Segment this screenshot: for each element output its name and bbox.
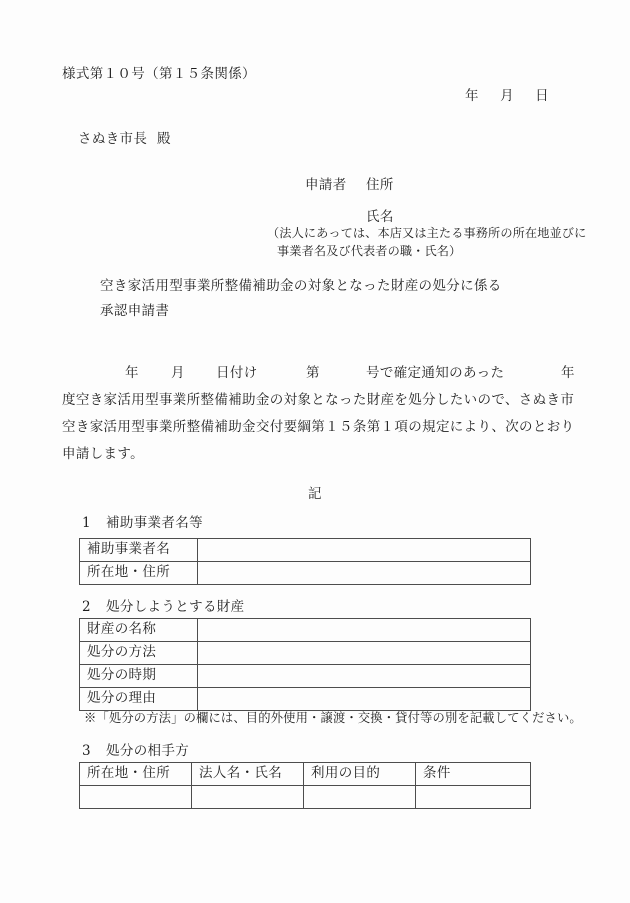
table-disposal-counterparty bbox=[79, 762, 531, 809]
body-notice-text: 号で確定通知のあった bbox=[366, 365, 505, 381]
table-row bbox=[80, 641, 530, 664]
table-row bbox=[80, 561, 530, 584]
table-row bbox=[80, 785, 530, 808]
section2-heading: 処分しようとする財産 bbox=[106, 599, 245, 615]
column-header-purpose: 利用の目的 bbox=[304, 763, 416, 785]
section2-number: 2 bbox=[82, 599, 91, 615]
body-blank-month: 月 bbox=[171, 365, 185, 381]
column-header-corporate-name: 法人名・氏名 bbox=[192, 763, 304, 785]
section1-heading: 補助事業者名等 bbox=[106, 515, 203, 531]
row-label-property-name: 財産の名称 bbox=[80, 619, 198, 641]
cell-location bbox=[80, 786, 192, 808]
row-value-disposal-method bbox=[198, 642, 530, 664]
applicant-label: 申請者 bbox=[305, 177, 347, 193]
table-row bbox=[80, 619, 530, 641]
row-value-disposal-reason bbox=[198, 688, 530, 710]
date-line bbox=[465, 88, 549, 106]
cell-conditions bbox=[416, 786, 530, 808]
body-line3: 空き家活用型事業所整備補助金交付要綱第１５条第１項の規定により、次のとおり bbox=[62, 419, 575, 435]
applicant-note-line2: 事業者名及び代表者の職・氏名） bbox=[277, 244, 462, 258]
date-month-label: 月 bbox=[500, 88, 514, 104]
column-header-conditions: 条件 bbox=[423, 765, 451, 782]
table-row bbox=[80, 664, 530, 687]
applicant-note-line1: （法人にあっては、本店又は主たる事務所の所在地並びに bbox=[267, 226, 587, 240]
date-year-label: 年 bbox=[465, 88, 479, 104]
document-title-line1: 空き家活用型事業所整備補助金の対象となった財産の処分に係る bbox=[100, 278, 502, 294]
table-subsidized-business bbox=[79, 538, 531, 585]
row-label-location-address: 所在地・住所 bbox=[80, 562, 198, 584]
row-value-location-address bbox=[198, 562, 530, 584]
column-header-location: 所在地・住所 bbox=[80, 763, 192, 785]
body-line4: 申請します。 bbox=[62, 446, 145, 462]
row-value-business-name bbox=[198, 539, 530, 561]
body-dated-label: 日付け bbox=[216, 365, 258, 381]
row-label-disposal-time: 処分の時期 bbox=[80, 665, 198, 687]
row-value-property-name bbox=[198, 619, 530, 641]
table-header-row bbox=[80, 763, 530, 785]
body-fiscal-year: 年 bbox=[561, 365, 575, 381]
body-line2: 度空き家活用型事業所整備補助金の対象となった財産を処分したいので、さぬき市 bbox=[62, 392, 575, 408]
section1-number: 1 bbox=[82, 515, 91, 531]
section3-heading: 処分の相手方 bbox=[106, 743, 190, 759]
row-value-disposal-time bbox=[198, 665, 530, 687]
record-marker: 記 bbox=[308, 486, 322, 502]
table-row bbox=[80, 687, 530, 710]
applicant-name-label: 氏名 bbox=[366, 209, 394, 225]
table-property-to-dispose bbox=[79, 618, 531, 711]
addressee-honorific: 殿 bbox=[157, 131, 171, 147]
section2-note: ※「処分の方法」の欄には、目的外使用・譲渡・交換・貸付等の別を記載してください。 bbox=[84, 711, 582, 725]
date-day-label: 日 bbox=[535, 88, 549, 104]
table-row bbox=[80, 539, 530, 561]
form-number: 様式第１０号（第１５条関係） bbox=[62, 66, 256, 82]
body-number-prefix: 第 bbox=[306, 365, 320, 381]
addressee: さぬき市長 bbox=[78, 131, 148, 147]
body-blank-year: 年 bbox=[125, 365, 139, 381]
row-label-disposal-reason: 処分の理由 bbox=[80, 688, 198, 710]
document-title-line2: 承認申請書 bbox=[100, 303, 170, 319]
cell-corporate-name bbox=[192, 786, 304, 808]
row-label-business-name: 補助事業者名 bbox=[80, 539, 198, 561]
cell-purpose bbox=[304, 786, 416, 808]
row-label-disposal-method: 処分の方法 bbox=[80, 642, 198, 664]
section3-number: 3 bbox=[82, 743, 91, 759]
applicant-address-label: 住所 bbox=[366, 177, 394, 193]
